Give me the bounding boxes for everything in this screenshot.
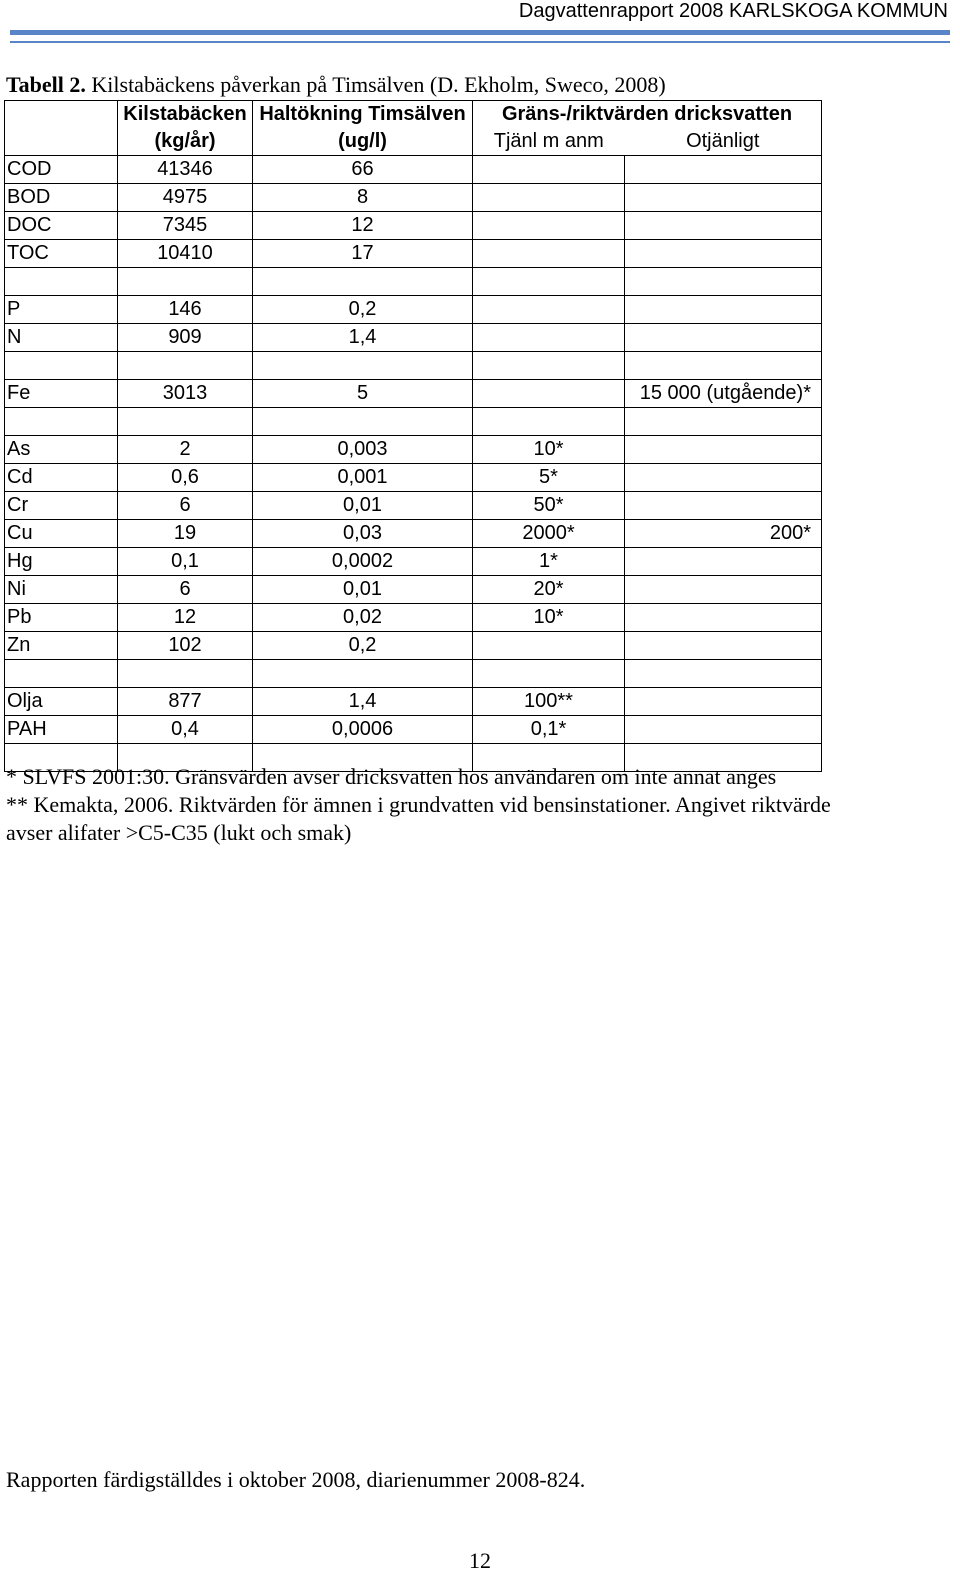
table-cell: N bbox=[5, 324, 118, 352]
table-cell bbox=[625, 408, 822, 436]
table-cell: DOC bbox=[5, 212, 118, 240]
table-cell: 66 bbox=[253, 156, 473, 184]
table-cell: Fe bbox=[5, 380, 118, 408]
table-cell bbox=[625, 268, 822, 296]
table-cell: 2 bbox=[118, 436, 253, 464]
table-cell: Pb bbox=[5, 604, 118, 632]
table-cell: 0,003 bbox=[253, 436, 473, 464]
table-cell: PAH bbox=[5, 716, 118, 744]
table-cell: 12 bbox=[253, 212, 473, 240]
table-cell bbox=[625, 576, 822, 604]
table-header-row-units bbox=[5, 128, 822, 156]
header-cell-unit-kg: (kg/år) bbox=[118, 128, 253, 156]
table-cell: 0,0002 bbox=[253, 548, 473, 576]
table-row bbox=[5, 352, 822, 380]
table-cell: 3013 bbox=[118, 380, 253, 408]
table-cell: 7345 bbox=[118, 212, 253, 240]
header-cell-granser: Gräns-/riktvärden dricksvatten bbox=[473, 101, 822, 129]
table-row bbox=[5, 520, 822, 548]
table-cell: 0,6 bbox=[118, 464, 253, 492]
caption-text: Kilstabäckens påverkan på Timsälven (D. Ekholm, Sweco, 2008) bbox=[85, 72, 666, 97]
table-cell bbox=[625, 716, 822, 744]
table-cell bbox=[473, 380, 625, 408]
table-cell: 0,1 bbox=[118, 548, 253, 576]
table-cell: 0,001 bbox=[253, 464, 473, 492]
table-cell: 1* bbox=[473, 548, 625, 576]
table-cell: As bbox=[5, 436, 118, 464]
table-cell: Ni bbox=[5, 576, 118, 604]
table-cell bbox=[625, 464, 822, 492]
table-row bbox=[5, 716, 822, 744]
table-cell: COD bbox=[5, 156, 118, 184]
table-cell: 102 bbox=[118, 632, 253, 660]
table-cell bbox=[473, 352, 625, 380]
header-rule bbox=[10, 30, 950, 35]
header-cell-tjanl: Tjänl m anm bbox=[473, 128, 625, 156]
table-row bbox=[5, 212, 822, 240]
table-cell: 0,02 bbox=[253, 604, 473, 632]
table-row bbox=[5, 240, 822, 268]
table-caption bbox=[6, 72, 666, 98]
table-cell bbox=[625, 492, 822, 520]
table-row bbox=[5, 492, 822, 520]
table-cell: 0,2 bbox=[253, 632, 473, 660]
table-cell: 19 bbox=[118, 520, 253, 548]
header-cell-empty bbox=[5, 128, 118, 156]
table-cell bbox=[625, 352, 822, 380]
table-cell bbox=[625, 660, 822, 688]
table-cell bbox=[625, 632, 822, 660]
table-cell bbox=[625, 324, 822, 352]
table-cell bbox=[473, 632, 625, 660]
table-cell bbox=[118, 660, 253, 688]
table-cell: TOC bbox=[5, 240, 118, 268]
table-header-row bbox=[5, 101, 822, 129]
table-row bbox=[5, 604, 822, 632]
table-cell: 100** bbox=[473, 688, 625, 716]
page-number: 12 bbox=[469, 1548, 491, 1573]
table-cell: 10* bbox=[473, 436, 625, 464]
table-cell bbox=[473, 212, 625, 240]
table-cell: 41346 bbox=[118, 156, 253, 184]
closing-statement: Rapporten färdigställdes i oktober 2008, diarienummer 2008-824. bbox=[6, 1467, 586, 1492]
table-cell: P bbox=[5, 296, 118, 324]
table-cell: 15 000 (utgående)* bbox=[625, 380, 822, 408]
table-cell: 50* bbox=[473, 492, 625, 520]
table-cell: 1,4 bbox=[253, 688, 473, 716]
header-cell-kilstabacken: Kilstabäcken bbox=[118, 101, 253, 129]
table-cell: 146 bbox=[118, 296, 253, 324]
footnote-kemakta-cont: avser alifater >C5-C35 (lukt och smak) bbox=[6, 820, 352, 845]
table-cell bbox=[5, 408, 118, 436]
table-cell: 0,1* bbox=[473, 716, 625, 744]
table-cell: 0,2 bbox=[253, 296, 473, 324]
table-cell bbox=[473, 184, 625, 212]
table-cell: 6 bbox=[118, 492, 253, 520]
table-cell: 10* bbox=[473, 604, 625, 632]
table-cell: 6 bbox=[118, 576, 253, 604]
table-cell bbox=[625, 240, 822, 268]
table-cell: 0,03 bbox=[253, 520, 473, 548]
table-cell: Cu bbox=[5, 520, 118, 548]
table-cell: Hg bbox=[5, 548, 118, 576]
table-cell bbox=[625, 212, 822, 240]
table-row bbox=[5, 156, 822, 184]
table-row bbox=[5, 688, 822, 716]
table-cell: Zn bbox=[5, 632, 118, 660]
running-header: Dagvattenrapport 2008 KARLSKOGA KOMMUN bbox=[518, 0, 948, 22]
table-cell: 877 bbox=[118, 688, 253, 716]
table-cell bbox=[473, 408, 625, 436]
header-cell-unit-ugl: (ug/l) bbox=[253, 128, 473, 156]
table-row bbox=[5, 324, 822, 352]
table-cell bbox=[625, 688, 822, 716]
table-cell bbox=[5, 660, 118, 688]
table-cell: 8 bbox=[253, 184, 473, 212]
header-cell-empty bbox=[5, 101, 118, 129]
table-cell bbox=[473, 660, 625, 688]
table-cell bbox=[473, 324, 625, 352]
table-cell: 0,4 bbox=[118, 716, 253, 744]
table-cell bbox=[253, 660, 473, 688]
table-row bbox=[5, 380, 822, 408]
table-cell bbox=[473, 296, 625, 324]
table-cell: 0,0006 bbox=[253, 716, 473, 744]
table-cell bbox=[5, 268, 118, 296]
table-row bbox=[5, 464, 822, 492]
table-cell: BOD bbox=[5, 184, 118, 212]
table-cell bbox=[625, 548, 822, 576]
footnote-kemakta: ** Kemakta, 2006. Riktvärden för ämnen i grundvatten vid bensinstationer. Angivet riktvärde bbox=[6, 792, 831, 817]
table-cell: Cr bbox=[5, 492, 118, 520]
table-cell bbox=[625, 184, 822, 212]
table-row bbox=[5, 576, 822, 604]
table-cell: 12 bbox=[118, 604, 253, 632]
footnote-slvfs: * SLVFS 2001:30. Gränsvärden avser dricksvatten hos användaren om inte annat anges bbox=[6, 764, 777, 789]
table-cell: 20* bbox=[473, 576, 625, 604]
table-cell bbox=[625, 156, 822, 184]
table-cell bbox=[118, 352, 253, 380]
data-table bbox=[4, 100, 822, 772]
table-row bbox=[5, 296, 822, 324]
header-cell-haltokning: Haltökning Timsälven bbox=[253, 101, 473, 129]
table-cell: 0,01 bbox=[253, 576, 473, 604]
table-cell: 5* bbox=[473, 464, 625, 492]
table-cell: 4975 bbox=[118, 184, 253, 212]
table-cell bbox=[473, 240, 625, 268]
table-cell bbox=[625, 296, 822, 324]
table-cell bbox=[253, 408, 473, 436]
table-cell bbox=[625, 604, 822, 632]
table-cell: Cd bbox=[5, 464, 118, 492]
header-cell-otjanligt: Otjänligt bbox=[625, 128, 822, 156]
table-cell bbox=[253, 268, 473, 296]
table-row bbox=[5, 436, 822, 464]
table-cell: 2000* bbox=[473, 520, 625, 548]
table-cell: 200* bbox=[625, 520, 822, 548]
table-cell: 0,01 bbox=[253, 492, 473, 520]
table-cell bbox=[253, 352, 473, 380]
caption-label: Tabell 2. bbox=[6, 72, 86, 97]
table-cell bbox=[473, 268, 625, 296]
table-cell bbox=[5, 352, 118, 380]
table-row bbox=[5, 184, 822, 212]
table-cell: 909 bbox=[118, 324, 253, 352]
table-cell bbox=[473, 156, 625, 184]
table-cell: 1,4 bbox=[253, 324, 473, 352]
table-cell bbox=[118, 268, 253, 296]
table-row bbox=[5, 408, 822, 436]
table-cell bbox=[625, 436, 822, 464]
table-row bbox=[5, 548, 822, 576]
table-cell: 5 bbox=[253, 380, 473, 408]
header-rule-thin bbox=[10, 41, 950, 43]
table-cell bbox=[118, 408, 253, 436]
table-row bbox=[5, 660, 822, 688]
table-row bbox=[5, 632, 822, 660]
table-row bbox=[5, 268, 822, 296]
table-cell: Olja bbox=[5, 688, 118, 716]
table-cell: 17 bbox=[253, 240, 473, 268]
table-cell: 10410 bbox=[118, 240, 253, 268]
